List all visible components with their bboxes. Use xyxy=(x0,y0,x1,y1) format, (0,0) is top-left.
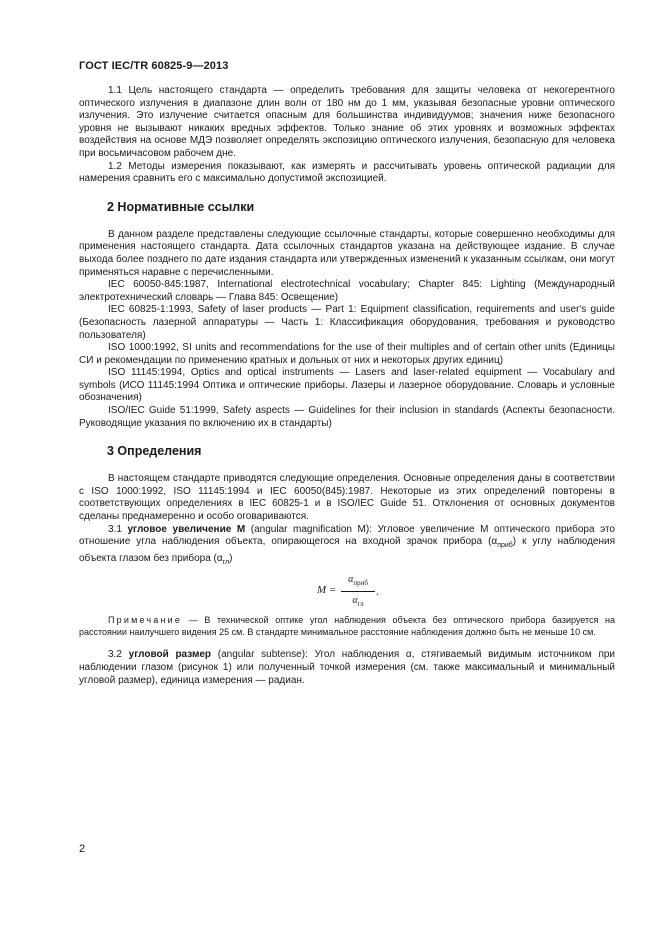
definition-3-1 xyxy=(79,524,615,570)
section-title-definitions: 3 Определения xyxy=(107,444,202,459)
definition-3-2 xyxy=(79,649,615,687)
reference-item: ISO 1000:1992, SI units and recommendations for the use of their multiples and of certain other units (Единицы СИ и рекомендации по применению кратных и дольных от них и некоторых других единиц) xyxy=(79,342,615,366)
subscript: гл xyxy=(222,558,230,566)
note-text: — В технической оптике угол наблюдения объекта без оптического прибора базируется на расстоянии наилучшего видения 25 см. В стандарте минимальное расстояние наблюдения должно быть не меньше 10 см. xyxy=(79,615,615,637)
formula-tail: . xyxy=(376,586,379,599)
paragraph-references-intro: В данном разделе представлены следующие ссылочные стандарты, которые совершенно необходимы для применения настоящего стандарта. Дата ссылочных стандартов указана на действующее издание. В случае выхода более позднего по дате издания стандарта или утвержденных изменений к указанным ссылкам, они могут применяться наравне с перечисленными. xyxy=(79,228,615,278)
definition-number: 3.1 xyxy=(108,523,122,535)
reference-item: ISO 11145:1994, Optics and optical instruments — Lasers and laser-related equipment — Vocabulary and symbols (ИСО 11145:1994 Оптика и оптические приборы. Лазеры и лазерное оборудование. Словарь и условные обозначения) xyxy=(79,367,615,404)
note-label: Примечание xyxy=(108,615,183,626)
definition-text: (angular subtense): Угол наблюдения α, стягиваемый видимым источником при наблюдении глазом (рисунок 1) или полученный точкой измерения (см. также максимальный и минимальный угловой размер), единица измерения — радиан. xyxy=(79,649,616,686)
reference-item: IEC 60050-845:1987, International electrotechnical vocabulary; Chapter 845: Lighting (Международный электротехнический словарь — Глава 845: Освещение) xyxy=(79,279,615,303)
document-header: ГОСТ IEC/TR 60825-9—2013 xyxy=(79,60,229,72)
formula-denominator: $\alpha_{гл}$ xyxy=(352,595,364,609)
paragraph-1-2: 1.2 Методы измерения показывают, как измерять и рассчитывать уровень оптической радиации для намерения сравнить его с максимально допустимой экспозицией. xyxy=(79,160,615,185)
definition-number: 3.2 xyxy=(108,649,122,661)
formula-angular-magnification xyxy=(79,573,615,609)
note-paragraph xyxy=(79,615,615,638)
document-body xyxy=(79,85,615,687)
definition-term: угловой размер xyxy=(128,649,212,661)
definition-text: ) к углу наблюдения объекта глазом без прибора (α xyxy=(79,536,616,564)
paragraph-definitions-intro: В настоящем стандарте приводятся следующие определения. Основные определения даны в соответствии с ISO 1000:1992, ISO 11145:1994 и IEC 60050(845):1987. Некоторые из этих определений повторены в соответствующих определениях в IEC 60825-1 и в ISO/IEC Guide 51. Отклонения от основных документов сделаны преднамеренно и особо оговариваются. xyxy=(79,473,615,523)
section-title-normative-references: 2 Нормативные ссылки xyxy=(107,199,255,214)
definition-text: ) xyxy=(229,552,233,564)
definition-text: (angular magnification M): Угловое увеличение M оптического прибора это отношение угла наблюдения объекта, опирающегося на входной зрачок прибора (α xyxy=(79,523,615,548)
formula-numerator: $\alpha_{приб}$ xyxy=(348,574,368,588)
formula-lhs: M = xyxy=(317,584,337,597)
reference-item: IEC 60825-1:1993, Safety of laser products — Part 1: Equipment classification, requirements and user's guide (Безопасность лазерной аппаратуры — Часть 1: Классификация оборудования, требования и руководство пользователя) xyxy=(79,304,615,341)
reference-item: ISO/IEC Guide 51:1999, Safety aspects — Guidelines for their inclusion in standards (Аспекты безопасности. Руководящие указания по включению их в стандарты) xyxy=(79,405,615,429)
subscript: приб xyxy=(497,542,513,550)
page-number: 2 xyxy=(79,843,86,855)
formula-fraction xyxy=(341,573,375,611)
fraction-bar xyxy=(341,591,375,592)
definition-term: угловое увеличение M xyxy=(127,523,246,535)
paragraph-1-1: 1.1 Цель настоящего стандарта — определить требования для защиты человека от некогерентного оптического излучения в диапазоне длин волн от 180 нм до 1 мм, указывая безопасные уровни оптического излучения. Это излучение считается опасным для большинства индивидуумов; значения ниже безопасного уровня не вызывают никаких вредных эффектов. Только знание об этих уровнях и возможных эффектах воздействия на основе МДЭ позволяет определять экспозицию оптического излучения, безопасную для человека при восьмичасовом рабочем дне. xyxy=(79,85,615,159)
